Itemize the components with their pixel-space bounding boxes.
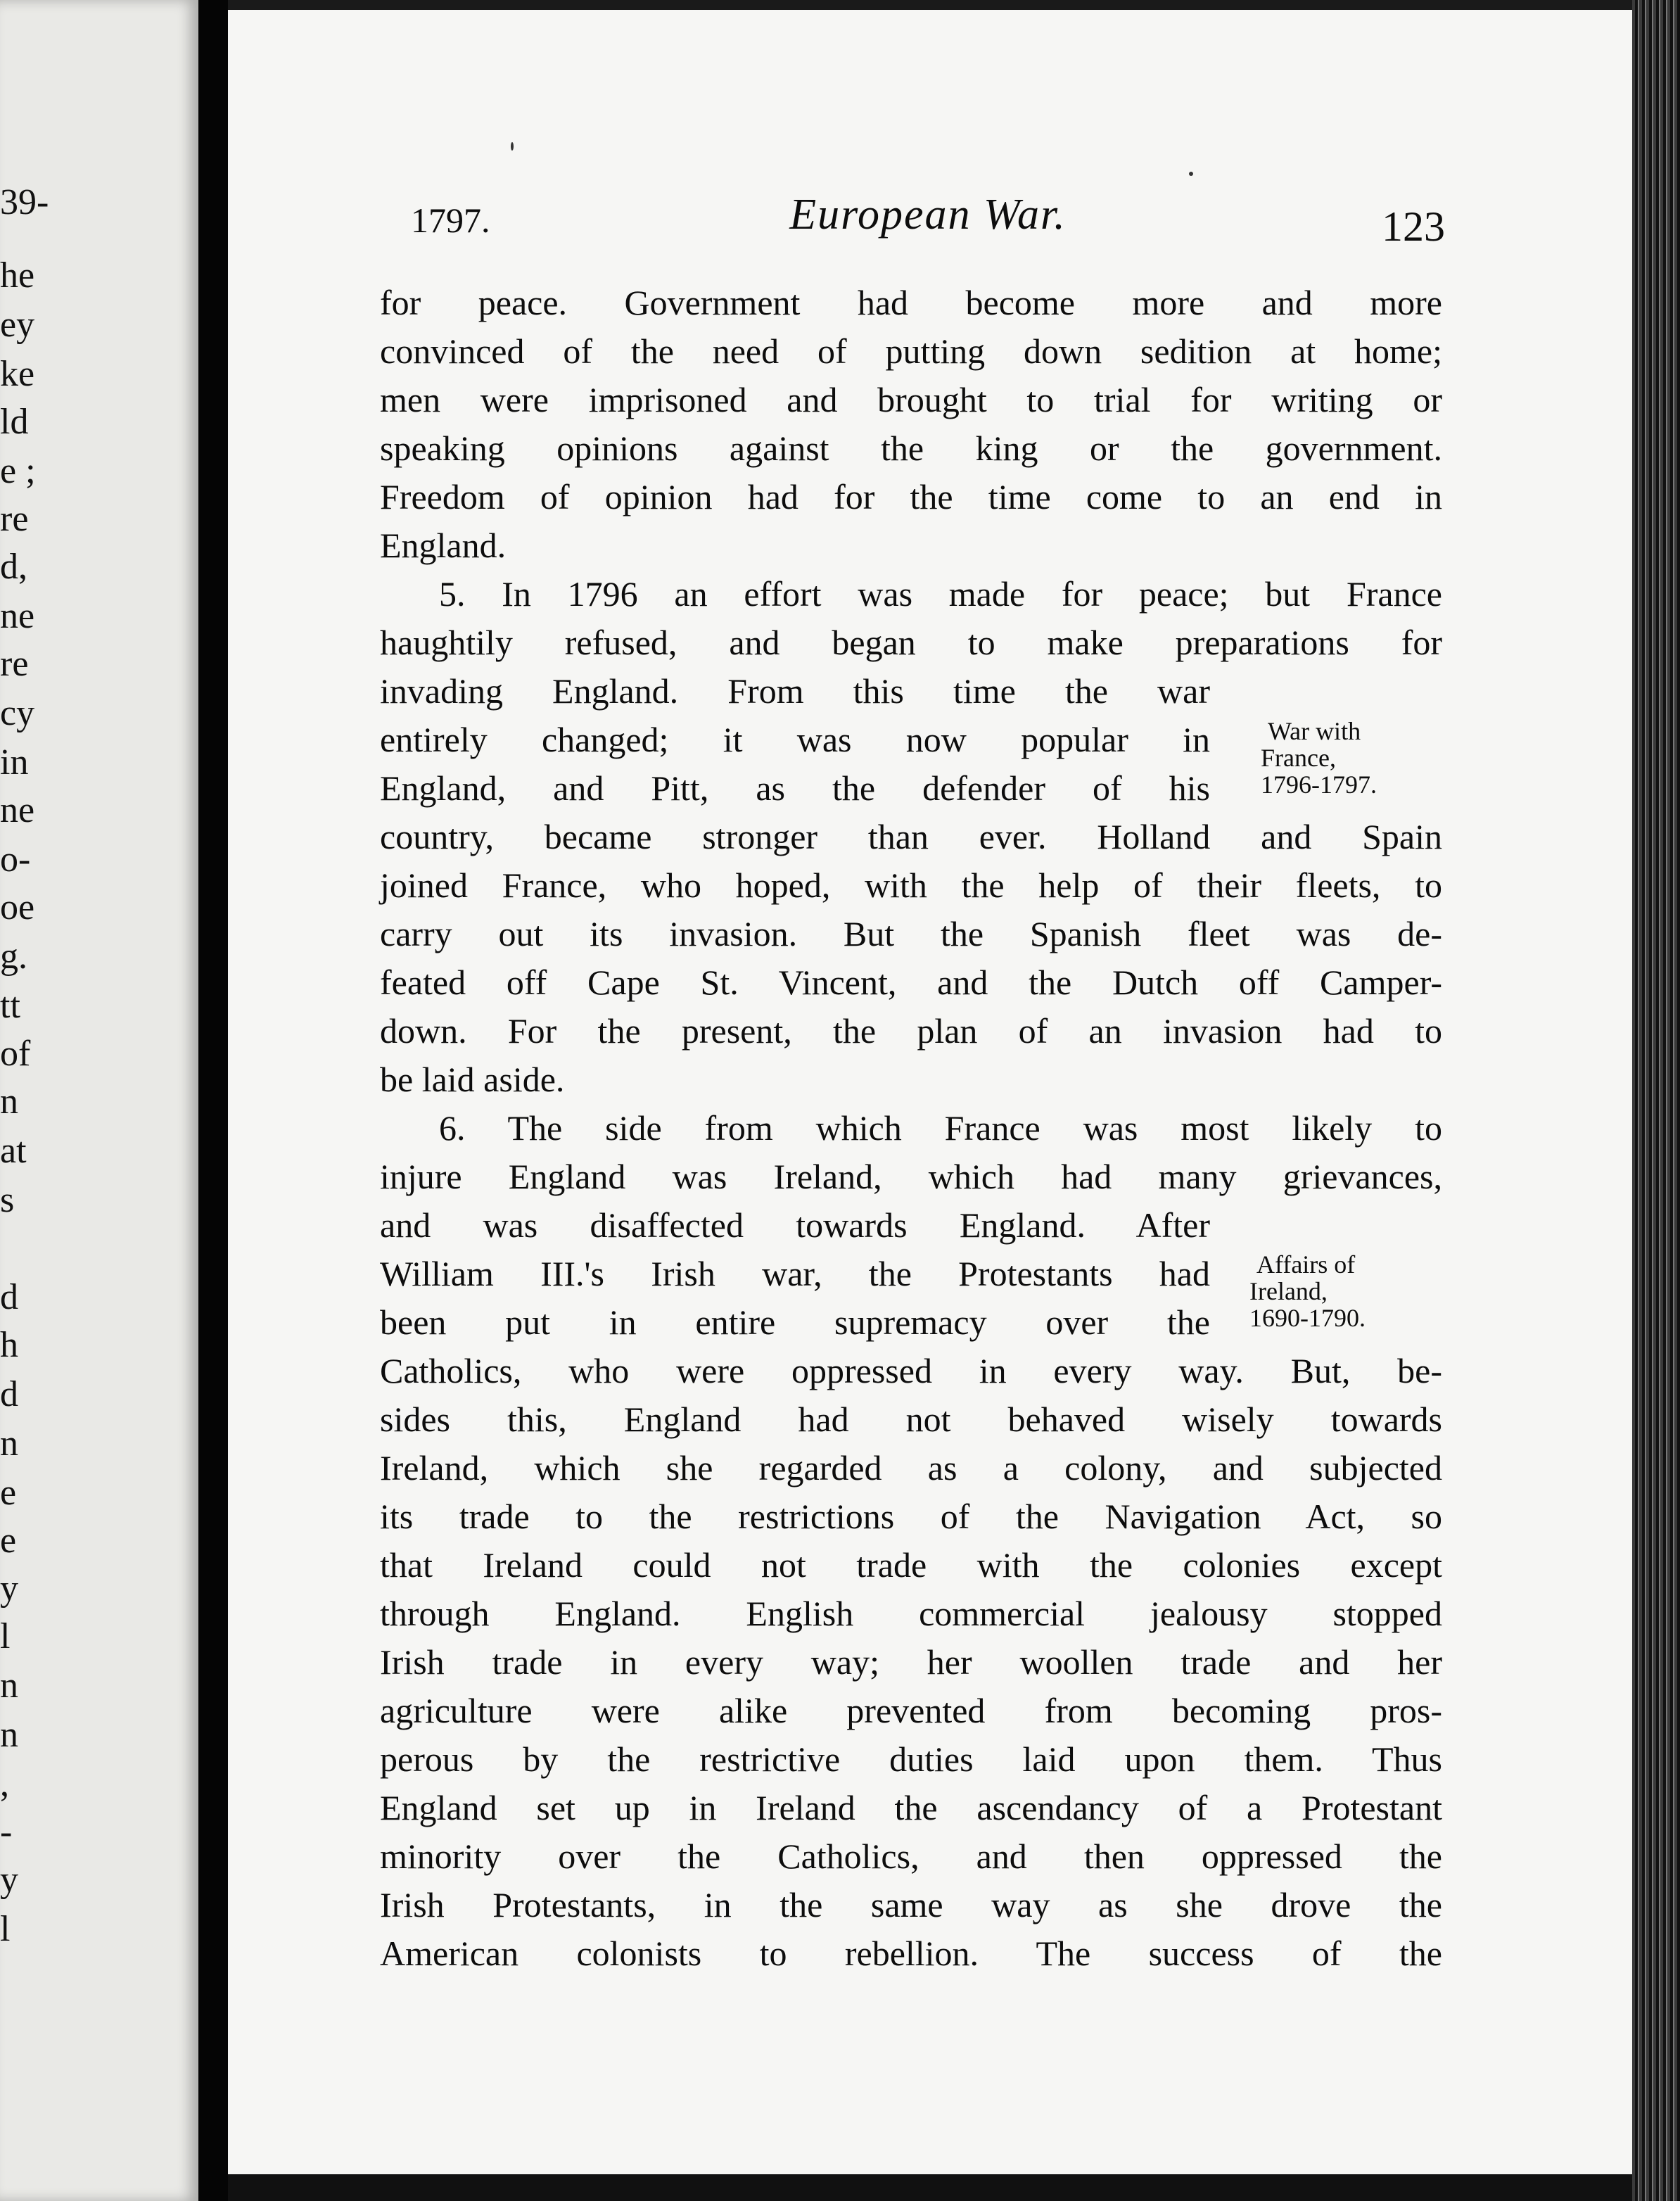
text-line: carry out its invasion. But the Spanish fleet was de- bbox=[380, 914, 1442, 953]
fragment-text: 39- bbox=[0, 182, 49, 222]
text-line: perous by the restrictive duties laid upon them. Thus bbox=[380, 1739, 1442, 1779]
text-line: Freedom of opinion had for the time come to an end in bbox=[380, 477, 1442, 516]
fragment-text: d bbox=[0, 1374, 18, 1414]
fragment-text: n bbox=[0, 1715, 18, 1755]
text-line: been put in entire supremacy over the bbox=[380, 1302, 1210, 1342]
fragment-text: l bbox=[0, 1909, 11, 1949]
fragment-text: ke bbox=[0, 354, 35, 394]
fragment-text: o- bbox=[0, 839, 31, 880]
fragment-text: ey bbox=[0, 305, 35, 345]
text-line: sides this, England had not behaved wisely towards bbox=[380, 1400, 1442, 1439]
text-line: Irish Protestants, in the same way as she drove the bbox=[380, 1885, 1442, 1924]
fragment-text: ne bbox=[0, 596, 35, 636]
fragment-text: at bbox=[0, 1131, 27, 1171]
sidenote-affairs-of-ireland bbox=[1249, 1251, 1366, 1331]
text-line: through England. English commercial jealousy stopped bbox=[380, 1594, 1442, 1633]
fragment-text: ld bbox=[0, 402, 29, 442]
text-line: that Ireland could not trade with the colonies except bbox=[380, 1545, 1442, 1585]
text-line: Irish trade in every way; her woollen trade and her bbox=[380, 1642, 1442, 1682]
text-line: joined France, who hoped, with the help of their fleets, to bbox=[380, 865, 1442, 905]
fragment-text: , bbox=[0, 1764, 9, 1804]
text-line: Ireland, which she regarded as a colony, and subjected bbox=[380, 1448, 1442, 1488]
text-line: agriculture were alike prevented from becoming pros- bbox=[380, 1691, 1442, 1730]
header-title: European War. bbox=[789, 191, 1067, 239]
text-line: American colonists to rebellion. The success of the bbox=[380, 1934, 1442, 1973]
fragment-text: y bbox=[0, 1568, 18, 1609]
text-line: be laid aside. bbox=[380, 1060, 565, 1099]
text-line: its trade to the restrictions of the Navigation Act, so bbox=[380, 1497, 1442, 1536]
paragraph-start-line: 6. The side from which France was most likely to bbox=[439, 1108, 1442, 1148]
fragment-text: in bbox=[0, 742, 29, 782]
text-line: men were imprisoned and brought to trial for writing or bbox=[380, 380, 1442, 419]
fragment-text: e bbox=[0, 1521, 17, 1561]
running-head bbox=[411, 190, 1445, 253]
page-bottom-edge bbox=[228, 2174, 1632, 2201]
fragment-text: d bbox=[0, 1277, 18, 1317]
page-number: 123 bbox=[1382, 203, 1445, 250]
sidenote-line: 1796-1797. bbox=[1261, 770, 1377, 799]
sidenote-line: War with bbox=[1268, 717, 1361, 745]
text-line: injure England was Ireland, which had many grievances, bbox=[380, 1157, 1442, 1196]
fragment-text: of bbox=[0, 1034, 31, 1074]
text-line: England. bbox=[380, 526, 507, 565]
fragment-text: re bbox=[0, 499, 29, 539]
sidenote-line: 1690-1790. bbox=[1249, 1304, 1366, 1332]
text-line: England set up in Ireland the ascendancy of a Protestant bbox=[380, 1788, 1442, 1827]
fragment-text: l bbox=[0, 1616, 11, 1656]
sidenote-line: Affairs of bbox=[1256, 1250, 1356, 1279]
text-line: England, and Pitt, as the defender of his bbox=[380, 768, 1210, 808]
fragment-text: g. bbox=[0, 937, 27, 977]
fragment-text: tt bbox=[0, 986, 20, 1026]
text-line: speaking opinions against the king or the government. bbox=[380, 429, 1442, 468]
print-speck bbox=[1189, 172, 1193, 176]
text-line: minority over the Catholics, and then oppressed the bbox=[380, 1837, 1442, 1876]
fragment-text: he bbox=[0, 255, 35, 296]
page-edges bbox=[1632, 0, 1680, 2201]
fragment-text: n bbox=[0, 1666, 18, 1706]
sidenote-line: Ireland, bbox=[1249, 1277, 1328, 1305]
text-line: feated off Cape St. Vincent, and the Dutch off Camper- bbox=[380, 963, 1442, 1002]
fragment-text: y bbox=[0, 1860, 18, 1900]
sidenote-war-with-france bbox=[1261, 718, 1377, 798]
paragraph-start-line: 5. In 1796 an effort was made for peace; but France bbox=[439, 574, 1442, 614]
fragment-text: h bbox=[0, 1325, 18, 1365]
fragment-text: s bbox=[0, 1180, 15, 1220]
text-line: entirely changed; it was now popular in bbox=[380, 720, 1210, 759]
text-line: haughtily refused, and began to make preparations for bbox=[380, 623, 1442, 662]
book-gutter bbox=[198, 0, 228, 2201]
fragment-text: - bbox=[0, 1812, 13, 1852]
text-line: convinced of the need of putting down sedition at home; bbox=[380, 331, 1442, 371]
text-line: for peace. Government had become more and more bbox=[380, 283, 1442, 322]
print-speck bbox=[511, 142, 514, 151]
fragment-text: n bbox=[0, 1423, 18, 1464]
fragment-text: d, bbox=[0, 547, 27, 587]
fragment-text: cy bbox=[0, 693, 35, 733]
text-line: Catholics, who were oppressed in every way. But, be- bbox=[380, 1351, 1442, 1390]
fragment-text: re bbox=[0, 644, 29, 684]
fragment-text: n bbox=[0, 1082, 18, 1122]
text-line: down. For the present, the plan of an invasion had to bbox=[380, 1011, 1442, 1051]
sidenote-line: France, bbox=[1261, 744, 1336, 772]
fragment-text: e ; bbox=[0, 451, 36, 491]
text-line: and was disaffected towards England. After bbox=[380, 1205, 1210, 1245]
fragment-text: ne bbox=[0, 790, 35, 830]
text-line: William III.'s Irish war, the Protestants had bbox=[380, 1254, 1210, 1293]
fragment-text: e bbox=[0, 1473, 17, 1513]
fragment-text: oe bbox=[0, 887, 35, 927]
header-year: 1797. bbox=[411, 201, 490, 240]
text-line: invading England. From this time the war bbox=[380, 671, 1210, 711]
body-text bbox=[380, 279, 1442, 1978]
text-line: country, became stronger than ever. Holland and Spain bbox=[380, 817, 1442, 856]
facing-page-fragment bbox=[0, 0, 198, 2201]
